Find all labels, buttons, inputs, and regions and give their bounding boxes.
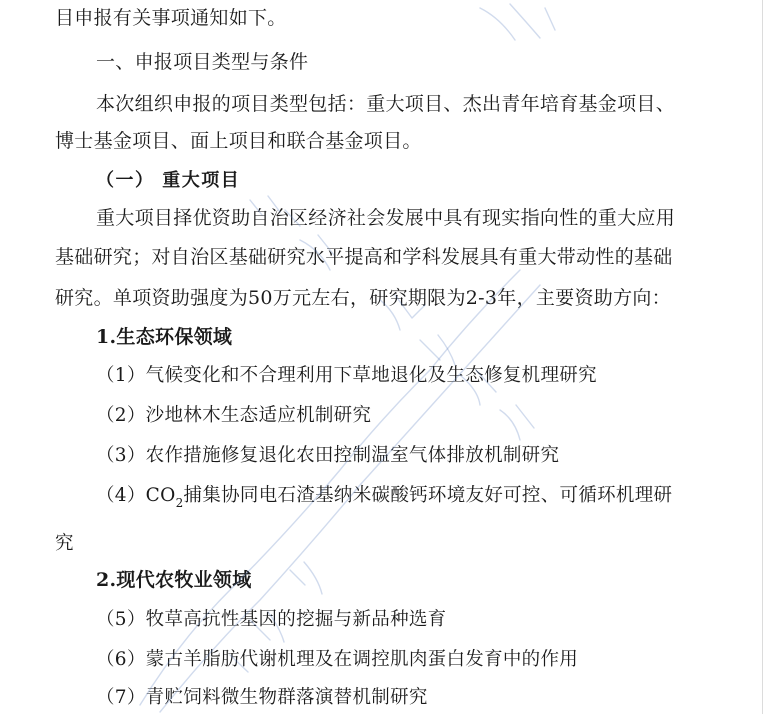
paragraph-major-line-1: 重大项目择优资助自治区经济社会发展中具有现实指向性的重大应用 [96, 207, 676, 229]
paragraph-major-line-3: 研究。单项资助强度为50万元左右，研究期限为2-3年，主要资助方向： [55, 287, 671, 309]
list-item-4-prefix: （4）CO [96, 485, 176, 506]
paragraph-types-line-2: 博士基金项目、面上项目和联合基金项目。 [55, 130, 422, 152]
field-heading-agriculture: 2.现代农牧业领域 [96, 569, 252, 591]
list-item-6: （6）蒙古羊脂肪代谢机理及在调控肌肉蛋白发育中的作用 [96, 649, 579, 670]
intro-line: 目申报有关事项通知如下。 [55, 7, 287, 29]
paragraph-types-line-1: 本次组织申报的项目类型包括：重大项目、杰出青年培育基金项目、 [96, 93, 676, 115]
list-item-3: （3）农作措施修复退化农田控制温室气体排放机制研究 [96, 445, 560, 466]
subsection-heading-major: （一） 重大项目 [96, 170, 241, 191]
field-heading-ecology: 1.生态环保领域 [96, 326, 233, 348]
section-heading-types: 一、申报项目类型与条件 [96, 51, 309, 73]
co2-subscript: 2 [175, 496, 184, 510]
list-item-4-text: 捕集协同电石渣基纳米碳酸钙环境友好可控、可循环机理研 [183, 485, 673, 506]
list-item-5: （5）牧草高抗性基因的挖掘与新品种选育 [96, 609, 447, 630]
list-item-2: （2）沙地林木生态适应机制研究 [96, 405, 372, 426]
paragraph-major-line-2: 基础研究；对自治区基础研究水平提高和学科发展具有重大带动性的基础 [55, 246, 673, 268]
list-item-1: （1）气候变化和不合理利用下草地退化及生态修复机理研究 [96, 365, 597, 386]
list-item-4-continuation: 究 [55, 533, 74, 554]
list-item-4 [96, 484, 762, 508]
list-item-7: （7）青贮饲料微生物群落演替机制研究 [96, 687, 428, 708]
